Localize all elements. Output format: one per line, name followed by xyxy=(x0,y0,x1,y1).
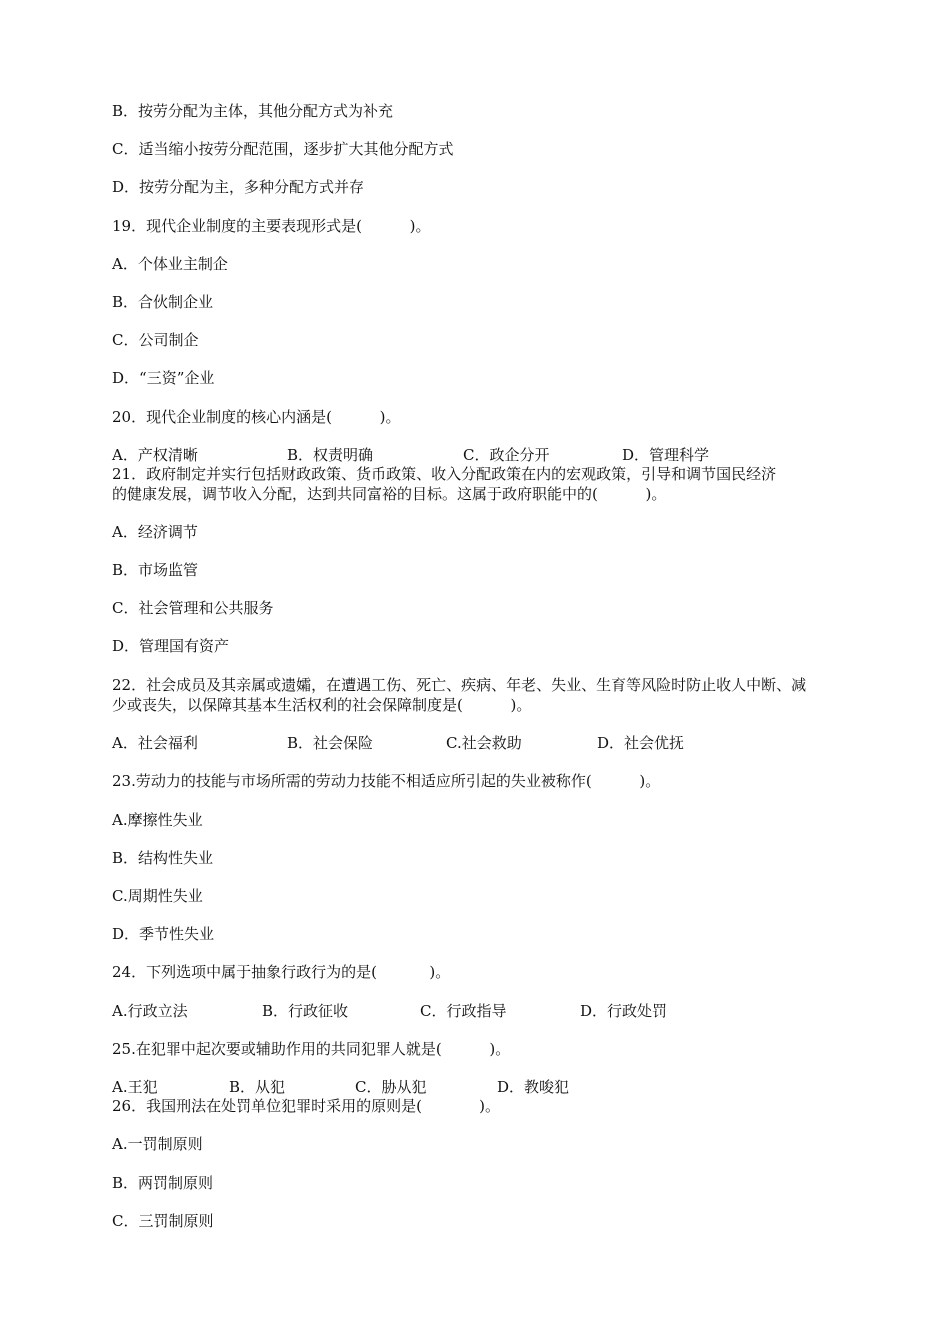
q21-option-d: D．管理国有资产 xyxy=(112,637,230,655)
option-c-labor-distribution: C．适当缩小按劳分配范围，逐步扩大其他分配方式 xyxy=(112,140,454,158)
q21-option-b: B．市场监管 xyxy=(112,561,199,579)
q23-option-b: B．结构性失业 xyxy=(112,849,214,867)
question-21-line-2: 的健康发展，调节收入分配，达到共同富裕的目标。这属于政府职能中的( )。 xyxy=(112,485,667,503)
q20-option-a: A．产权清晰 xyxy=(112,446,198,464)
question-22-line-1: 22．社会成员及其亲属或遗孀，在遭遇工伤、死亡、疾病、年老、失业、生育等风险时防止收人中断、减 xyxy=(112,676,807,694)
question-25: 25.在犯罪中起次要或辅助作用的共同犯罪人就是( )。 xyxy=(112,1040,511,1058)
option-b-labor-distribution: B．按劳分配为主体，其他分配方式为补充 xyxy=(112,102,394,120)
question-21-line-1: 21．政府制定并实行包括财政政策、货币政策、收入分配政策在内的宏观政策，引导和调节国民经济 xyxy=(112,465,777,483)
q19-option-c: C．公司制企 xyxy=(112,331,199,349)
q22-option-d: D．社会优抚 xyxy=(597,734,685,752)
q26-option-c: C．三罚制原则 xyxy=(112,1212,214,1230)
q25-option-d: D．教唆犯 xyxy=(497,1078,570,1096)
q21-option-a: A．经济调节 xyxy=(112,523,198,541)
question-23: 23.劳动力的技能与市场所需的劳动力技能不相适应所引起的失业被称作( )。 xyxy=(112,772,661,790)
question-24: 24．下列选项中属于抽象行政行为的是( )。 xyxy=(112,963,451,981)
q19-option-b: B．合伙制企业 xyxy=(112,293,214,311)
q24-option-b: B．行政征收 xyxy=(262,1002,349,1020)
q24-option-c: C．行政指导 xyxy=(420,1002,507,1020)
q22-option-c: C.社会救助 xyxy=(446,734,522,752)
q24-option-d: D．行政处罚 xyxy=(580,1002,668,1020)
q22-option-a: A．社会福利 xyxy=(112,734,198,752)
q19-option-a: A．个体业主制企 xyxy=(112,255,228,273)
question-26: 26．我国刑法在处罚单位犯罪时采用的原则是( )。 xyxy=(112,1097,501,1115)
q23-option-a: A.摩擦性失业 xyxy=(112,811,203,829)
q20-option-b: B．权责明确 xyxy=(287,446,374,464)
q23-option-d: D．季节性失业 xyxy=(112,925,215,943)
q26-option-a: A.一罚制原则 xyxy=(112,1135,203,1153)
q21-option-c: C．社会管理和公共服务 xyxy=(112,599,274,617)
q20-option-c: C．政企分开 xyxy=(463,446,550,464)
question-19: 19．现代企业制度的主要表现形式是( )。 xyxy=(112,217,431,235)
q24-option-a: A.行政立法 xyxy=(112,1002,188,1020)
q20-option-d: D．管理科学 xyxy=(622,446,710,464)
q22-option-b: B．社会保险 xyxy=(287,734,374,752)
option-d-labor-distribution: D．按劳分配为主，多种分配方式并存 xyxy=(112,178,365,196)
q25-option-b: B．从犯 xyxy=(229,1078,286,1096)
q19-option-d: D．“三资”企业 xyxy=(112,369,215,387)
q26-option-b: B．两罚制原则 xyxy=(112,1174,214,1192)
question-22-line-2: 少或丧失，以保障其基本生活权利的社会保障制度是( )。 xyxy=(112,696,532,714)
q23-option-c: C.周期性失业 xyxy=(112,887,203,905)
q25-option-c: C．胁从犯 xyxy=(355,1078,427,1096)
question-20: 20．现代企业制度的核心内涵是( )。 xyxy=(112,408,401,426)
q25-option-a: A.王犯 xyxy=(112,1078,158,1096)
